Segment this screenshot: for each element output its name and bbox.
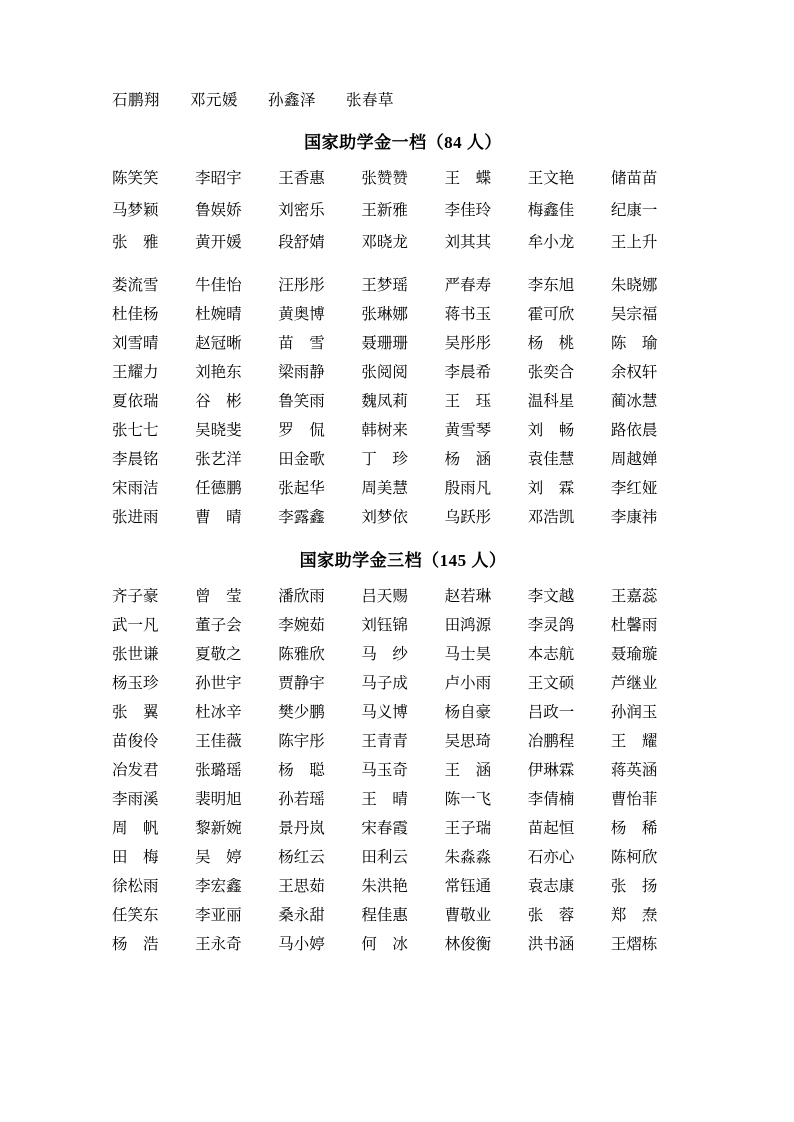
section-heading-grade-one: 国家助学金一档（84 人） [304,133,502,152]
name-cell: 本志航 [527,646,575,664]
name-cell: 夏依瑞 [112,393,159,411]
name-cell: 邓晓龙 [361,234,408,252]
name-cell: 潘欣雨 [278,588,325,606]
name-cell: 温科星 [527,393,575,411]
name-cell: 马士昊 [444,646,492,664]
name-cell: 张 蓉 [527,907,575,925]
name-cell: 吴 婷 [195,849,242,867]
name-cell: 严春寿 [444,277,492,295]
name-cell: 王青青 [361,733,408,751]
name-cell: 李宏鑫 [195,878,242,896]
name-cell: 牛佳怡 [195,277,242,295]
name-cell: 任德鹏 [195,480,242,498]
name-cell: 苗起恒 [527,820,575,838]
name-cell: 刘密乐 [278,202,325,220]
name-cell: 朱洪艳 [361,878,408,896]
name-cell: 黄雪琴 [444,422,492,440]
name-cell: 任笑东 [112,907,159,925]
name-cell: 孙润玉 [610,704,658,722]
name-cell: 张琳娜 [361,306,408,324]
name-cell: 田金歌 [278,451,325,469]
name-cell: 袁佳慧 [527,451,575,469]
name-cell: 陈雅欣 [278,646,325,664]
name-grid-grade-one-part1 [112,167,694,255]
name-cell: 乌跃彤 [444,509,492,527]
name-cell: 朱晓娜 [610,277,658,295]
name-cell: 冶鹏程 [527,733,575,751]
name-cell: 曹怡菲 [610,791,658,809]
name-cell: 赵冠晰 [195,335,242,353]
name-cell: 常钰通 [444,878,492,896]
name-cell: 刘 霖 [527,480,575,498]
name-cell: 王梦瑶 [361,277,408,295]
name-cell: 鲁娱娇 [195,202,242,220]
name-cell: 陈笑笑 [112,170,159,187]
name-cell: 冶发君 [112,762,159,780]
name-cell: 丁 珍 [361,451,408,469]
name-cell: 刘钰锦 [361,617,408,635]
name-cell: 张 翼 [112,704,159,722]
name-grid-grade-one-part2 [112,274,694,530]
name-cell: 杨红云 [278,849,325,867]
name-cell: 曹 晴 [195,509,242,527]
name-cell: 刘艳东 [195,364,242,382]
name-cell: 王 珏 [444,393,492,411]
name-cell: 纪康一 [610,202,658,220]
name-cell: 李雨溪 [112,791,159,809]
name-cell: 杨 聪 [278,762,325,780]
name-cell: 张 扬 [610,878,658,896]
name-cell: 余权轩 [610,364,658,382]
name-cell: 刘雪晴 [112,335,159,353]
name-cell: 吕政一 [527,704,575,722]
name-cell: 杜冰辛 [195,704,242,722]
name-cell: 聂珊珊 [361,335,408,353]
name-cell: 卢小雨 [444,675,492,693]
name-cell: 郑 焘 [610,907,658,925]
name-cell: 杜佳杨 [112,306,159,324]
name-cell: 李晨希 [444,364,492,382]
name-cell: 王佳薇 [195,733,242,751]
name-cell: 张艺洋 [195,451,242,469]
name-cell: 周 帆 [112,820,159,838]
name-cell: 李东旭 [527,277,575,295]
name-cell: 何 冰 [361,936,408,954]
name-cell: 杨 稀 [610,820,658,838]
name-cell: 张春草 [346,92,395,109]
name-cell: 苗 雪 [278,335,325,353]
name-cell: 李晨铭 [112,451,159,469]
name-cell: 王香惠 [278,170,325,187]
name-cell: 王 涵 [444,762,492,780]
name-cell: 鲁笑雨 [278,393,325,411]
name-cell: 贾静宇 [278,675,325,693]
name-cell: 黄开媛 [195,234,242,252]
name-cell: 徐松雨 [112,878,159,896]
name-cell: 李佳玲 [444,202,492,220]
name-cell: 马子成 [361,675,408,693]
name-cell: 董子会 [195,617,242,635]
name-cell: 梅鑫佳 [527,202,575,220]
name-cell: 娄流雪 [112,277,159,295]
name-cell: 洪书涵 [527,936,575,954]
name-cell: 周美慧 [361,480,408,498]
name-cell: 宋春霞 [361,820,408,838]
name-cell: 张起华 [278,480,325,498]
name-cell: 樊少鹏 [278,704,325,722]
name-cell: 王 晴 [361,791,408,809]
name-cell: 孙若瑶 [278,791,325,809]
name-cell: 芦继业 [610,675,658,693]
name-cell: 李康祎 [610,509,658,527]
name-cell: 张璐瑶 [195,762,242,780]
name-cell: 李婉茹 [278,617,325,635]
name-cell: 苗俊伶 [112,733,159,751]
name-cell: 吴宗福 [610,306,658,324]
name-cell: 杜馨雨 [610,617,658,635]
name-cell: 石鹏翔 [112,92,161,109]
name-cell: 韩树来 [361,422,408,440]
name-cell: 魏凤莉 [361,393,408,411]
name-cell: 邓元媛 [190,92,239,109]
spacer [112,265,694,274]
name-cell: 齐子豪 [112,588,159,606]
name-cell: 杨玉珍 [112,675,159,693]
name-cell: 曾 莹 [195,588,242,606]
name-cell: 李红娅 [610,480,658,498]
name-cell: 田 梅 [112,849,159,867]
name-cell: 段舒婧 [278,234,325,252]
name-cell: 武一凡 [112,617,159,635]
name-cell: 汪彤彤 [278,277,325,295]
name-cell: 王文艳 [527,170,575,187]
name-cell: 刘其其 [444,234,492,252]
name-cell: 陈 瑜 [610,335,658,353]
name-cell: 王新雅 [361,202,408,220]
name-grid-grade-three [112,585,694,957]
name-cell: 杨自豪 [444,704,492,722]
name-cell: 霍可欣 [527,306,575,324]
name-cell: 曹敬业 [444,907,492,925]
name-cell: 王嘉蕊 [610,588,658,606]
name-cell: 张世谦 [112,646,159,664]
name-cell: 赵若琳 [444,588,492,606]
name-cell: 牟小龙 [527,234,575,252]
name-cell: 袁志康 [527,878,575,896]
name-cell: 殷雨凡 [444,480,492,498]
name-cell: 宋雨洁 [112,480,159,498]
name-cell: 林俊衡 [444,936,492,954]
name-cell: 马 纱 [361,646,408,664]
name-cell: 李亚丽 [195,907,242,925]
name-cell: 吕天赐 [361,588,408,606]
name-cell: 陈宇彤 [278,733,325,751]
name-cell: 裴明旭 [195,791,242,809]
name-cell: 田鸿源 [444,617,492,635]
name-cell: 马小婷 [278,936,325,954]
name-cell: 马玉奇 [361,762,408,780]
name-cell: 张 雅 [112,234,159,252]
name-cell: 王子瑞 [444,820,492,838]
name-cell: 田利云 [361,849,408,867]
name-cell: 吴思琦 [444,733,492,751]
section-heading-grade-three: 国家助学金三档（145 人） [299,551,507,571]
name-cell: 李昭宇 [195,170,242,187]
name-cell: 黎新婉 [195,820,242,838]
name-cell: 王 耀 [610,733,658,751]
name-cell: 马义博 [361,704,408,722]
name-cell: 王耀力 [112,364,159,382]
name-cell: 李灵鸽 [527,617,575,635]
name-cell: 王熠栋 [610,936,658,954]
name-cell: 谷 彬 [195,393,242,411]
name-cell: 罗 侃 [278,422,325,440]
name-cell: 张七七 [112,422,159,440]
name-cell: 邓浩凯 [527,509,575,527]
name-cell: 张奕合 [527,364,575,382]
name-cell: 聂瑜璇 [610,646,658,664]
name-cell: 杨 桃 [527,335,575,353]
name-cell: 陈柯欣 [610,849,658,867]
name-cell: 陈一飞 [444,791,492,809]
name-cell: 刘 畅 [527,422,575,440]
name-cell: 程佳惠 [361,907,408,925]
name-cell: 黄奥博 [278,306,325,324]
name-cell: 朱淼淼 [444,849,492,867]
name-cell: 李倩楠 [527,791,575,809]
name-cell: 储苗苗 [610,170,658,187]
name-cell: 景丹岚 [278,820,325,838]
top-continued-names-row [112,88,694,110]
name-cell: 梁雨静 [278,364,325,382]
name-cell: 张阅阅 [361,364,408,382]
name-cell: 王 蝶 [444,170,492,187]
name-cell: 王永奇 [195,936,242,954]
name-cell: 马梦颖 [112,202,159,220]
name-cell: 吴晓斐 [195,422,242,440]
name-cell: 孙世宇 [195,675,242,693]
name-cell: 伊琳霖 [527,762,575,780]
name-cell: 杨 涵 [444,451,492,469]
name-cell: 吴彤彤 [444,335,492,353]
name-cell: 桑永甜 [278,907,325,925]
name-cell: 路依晨 [610,422,658,440]
name-cell: 王思茹 [278,878,325,896]
name-cell: 王文硕 [527,675,575,693]
name-cell: 王上升 [610,234,658,252]
name-cell: 张进雨 [112,509,159,527]
name-cell: 杜婉晴 [195,306,242,324]
name-cell: 蔺冰慧 [610,393,658,411]
name-cell: 蒋英涵 [610,762,658,780]
name-cell: 刘梦依 [361,509,408,527]
name-cell: 夏敬之 [195,646,242,664]
name-cell: 杨 浩 [112,936,159,954]
name-cell: 蒋书玉 [444,306,492,324]
name-cell: 李文越 [527,588,575,606]
name-cell: 周越婵 [610,451,658,469]
name-cell: 孙鑫泽 [268,92,317,109]
name-cell: 李露鑫 [278,509,325,527]
name-cell: 张赞赞 [361,170,408,187]
name-cell: 石亦心 [527,849,575,867]
